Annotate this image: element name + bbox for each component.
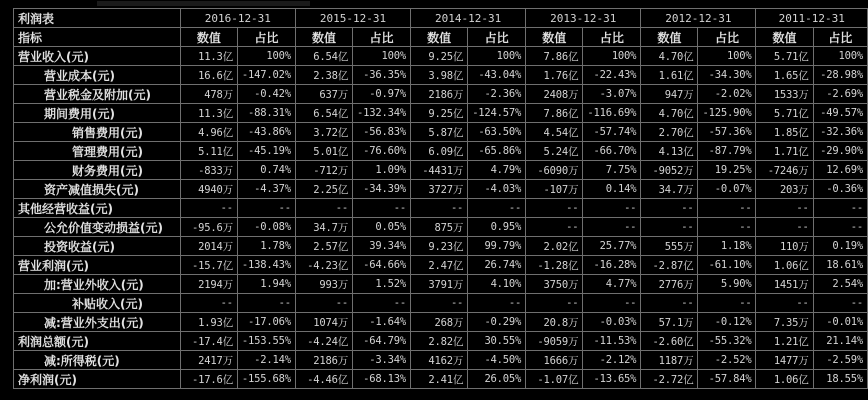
row-label: 加:营业外收入(元): [14, 275, 181, 294]
date-column-header: 2015-12-31: [295, 9, 410, 28]
ratio-cell: -2.12%: [583, 351, 641, 370]
value-cell: 2.82亿: [411, 332, 468, 351]
table-title-row: [14, 9, 868, 28]
value-cell: 20.8万: [526, 313, 583, 332]
value-cell: 4.13亿: [641, 142, 698, 161]
ratio-column-header: 占比: [237, 28, 295, 47]
ratio-cell: -43.04%: [468, 66, 526, 85]
ratio-cell: -57.74%: [583, 123, 641, 142]
value-cell: 268万: [411, 313, 468, 332]
indicator-header: 指标: [14, 28, 181, 47]
ratio-cell: 12.69%: [813, 161, 867, 180]
ratio-cell: -0.36%: [813, 180, 867, 199]
row-label: 其他经营收益(元): [14, 199, 181, 218]
table-container: [13, 8, 868, 389]
row-label: 营业利润(元): [14, 256, 181, 275]
value-cell: -1.28亿: [526, 256, 583, 275]
value-cell: -15.7亿: [180, 256, 237, 275]
table-row: [14, 123, 868, 142]
ratio-cell: -2.59%: [813, 351, 867, 370]
value-cell: 875万: [411, 218, 468, 237]
table-row: [14, 85, 868, 104]
value-cell: 1.76亿: [526, 66, 583, 85]
value-cell: -2.72亿: [641, 370, 698, 389]
ratio-cell: 100%: [237, 47, 295, 66]
table-row: [14, 218, 868, 237]
ratio-cell: -43.86%: [237, 123, 295, 142]
value-cell: 3727万: [411, 180, 468, 199]
value-cell: 2.25亿: [295, 180, 352, 199]
value-cell: --: [180, 294, 237, 313]
row-label: 净利润(元): [14, 370, 181, 389]
value-cell: 3.98亿: [411, 66, 468, 85]
value-cell: 9.25亿: [411, 104, 468, 123]
ratio-column-header: 占比: [468, 28, 526, 47]
value-cell: --: [526, 218, 583, 237]
ratio-cell: 25.77%: [583, 237, 641, 256]
ratio-cell: 19.25%: [698, 161, 756, 180]
ratio-cell: -32.36%: [813, 123, 867, 142]
ratio-cell: -0.01%: [813, 313, 867, 332]
table-row: [14, 294, 868, 313]
ratio-cell: -124.57%: [468, 104, 526, 123]
value-cell: --: [641, 294, 698, 313]
ratio-cell: 4.79%: [468, 161, 526, 180]
value-cell: 5.87亿: [411, 123, 468, 142]
value-cell: -712万: [295, 161, 352, 180]
ratio-cell: 0.19%: [813, 237, 867, 256]
ratio-cell: 1.52%: [353, 275, 411, 294]
value-cell: 4.96亿: [180, 123, 237, 142]
ratio-cell: 100%: [698, 47, 756, 66]
ratio-cell: -29.90%: [813, 142, 867, 161]
value-cell: 3.72亿: [295, 123, 352, 142]
value-cell: 1.65亿: [756, 66, 813, 85]
ratio-cell: -153.55%: [237, 332, 295, 351]
ratio-cell: -34.39%: [353, 180, 411, 199]
value-cell: 110万: [756, 237, 813, 256]
value-cell: -17.6亿: [180, 370, 237, 389]
value-cell: 9.25亿: [411, 47, 468, 66]
value-cell: 5.11亿: [180, 142, 237, 161]
ratio-cell: -45.19%: [237, 142, 295, 161]
value-cell: 637万: [295, 85, 352, 104]
ratio-column-header: 占比: [583, 28, 641, 47]
table-row: [14, 351, 868, 370]
table-row: [14, 104, 868, 123]
ratio-cell: -49.57%: [813, 104, 867, 123]
value-cell: 57.1万: [641, 313, 698, 332]
value-cell: 4162万: [411, 351, 468, 370]
ratio-cell: -3.34%: [353, 351, 411, 370]
row-label: 营业税金及附加(元): [14, 85, 181, 104]
table-row: [14, 370, 868, 389]
value-cell: --: [641, 199, 698, 218]
value-cell: 7.86亿: [526, 104, 583, 123]
date-column-header: 2012-12-31: [641, 9, 756, 28]
ratio-cell: -2.69%: [813, 85, 867, 104]
ratio-cell: 26.05%: [468, 370, 526, 389]
value-cell: --: [526, 199, 583, 218]
value-cell: 7.35万: [756, 313, 813, 332]
date-column-header: 2016-12-31: [180, 9, 295, 28]
value-cell: --: [295, 199, 352, 218]
value-cell: 2417万: [180, 351, 237, 370]
value-cell: 2.47亿: [411, 256, 468, 275]
ratio-cell: -22.43%: [583, 66, 641, 85]
ratio-cell: -0.12%: [698, 313, 756, 332]
ratio-cell: --: [468, 199, 526, 218]
ratio-cell: --: [583, 218, 641, 237]
ratio-cell: -116.69%: [583, 104, 641, 123]
ratio-column-header: 占比: [353, 28, 411, 47]
value-cell: 2408万: [526, 85, 583, 104]
table-title: 利润表: [14, 9, 181, 28]
ratio-cell: 1.94%: [237, 275, 295, 294]
ratio-cell: -56.83%: [353, 123, 411, 142]
value-cell: 9.23亿: [411, 237, 468, 256]
value-cell: 1451万: [756, 275, 813, 294]
ratio-cell: 1.09%: [353, 161, 411, 180]
ratio-cell: -63.50%: [468, 123, 526, 142]
value-cell: -2.60亿: [641, 332, 698, 351]
ratio-cell: -11.53%: [583, 332, 641, 351]
row-label: 公允价值变动损益(元): [14, 218, 181, 237]
row-label: 投资收益(元): [14, 237, 181, 256]
value-column-header: 数值: [295, 28, 352, 47]
ratio-cell: --: [583, 294, 641, 313]
value-cell: 4940万: [180, 180, 237, 199]
ratio-cell: 100%: [813, 47, 867, 66]
value-cell: 5.71亿: [756, 104, 813, 123]
value-cell: 16.6亿: [180, 66, 237, 85]
value-cell: -107万: [526, 180, 583, 199]
ratio-cell: 100%: [353, 47, 411, 66]
ratio-cell: --: [353, 199, 411, 218]
value-cell: 6.54亿: [295, 104, 352, 123]
ratio-cell: -66.70%: [583, 142, 641, 161]
table-row: [14, 199, 868, 218]
ratio-cell: -64.66%: [353, 256, 411, 275]
ratio-cell: -3.07%: [583, 85, 641, 104]
value-cell: 1.21亿: [756, 332, 813, 351]
date-column-header: 2013-12-31: [526, 9, 641, 28]
value-cell: 4.70亿: [641, 104, 698, 123]
value-cell: 2186万: [295, 351, 352, 370]
ratio-cell: 99.79%: [468, 237, 526, 256]
ratio-cell: -55.32%: [698, 332, 756, 351]
value-column-header: 数值: [641, 28, 698, 47]
ratio-cell: -0.97%: [353, 85, 411, 104]
ratio-column-header: 占比: [813, 28, 867, 47]
table-row: [14, 256, 868, 275]
table-row: [14, 332, 868, 351]
ratio-cell: 0.74%: [237, 161, 295, 180]
ratio-cell: -87.79%: [698, 142, 756, 161]
ratio-cell: --: [813, 218, 867, 237]
value-cell: 3750万: [526, 275, 583, 294]
ratio-cell: -2.02%: [698, 85, 756, 104]
date-column-header: 2011-12-31: [756, 9, 868, 28]
value-cell: 1.06亿: [756, 256, 813, 275]
table-row: [14, 237, 868, 256]
value-cell: 5.24亿: [526, 142, 583, 161]
value-cell: 11.3亿: [180, 104, 237, 123]
value-cell: 1.61亿: [641, 66, 698, 85]
ratio-cell: -36.35%: [353, 66, 411, 85]
ratio-cell: 100%: [583, 47, 641, 66]
ratio-cell: 18.61%: [813, 256, 867, 275]
value-cell: --: [411, 199, 468, 218]
ratio-cell: -0.42%: [237, 85, 295, 104]
value-cell: 5.71亿: [756, 47, 813, 66]
value-cell: --: [641, 218, 698, 237]
value-cell: -4.24亿: [295, 332, 352, 351]
value-cell: 1.71亿: [756, 142, 813, 161]
top-edge-artifact: [97, 1, 310, 6]
value-cell: -6090万: [526, 161, 583, 180]
value-cell: --: [756, 294, 813, 313]
value-cell: --: [756, 218, 813, 237]
value-cell: 1666万: [526, 351, 583, 370]
table-row: [14, 313, 868, 332]
ratio-cell: --: [698, 294, 756, 313]
ratio-cell: -4.03%: [468, 180, 526, 199]
value-cell: 1074万: [295, 313, 352, 332]
row-label: 营业收入(元): [14, 47, 181, 66]
value-column-header: 数值: [411, 28, 468, 47]
ratio-cell: -138.43%: [237, 256, 295, 275]
ratio-cell: -88.31%: [237, 104, 295, 123]
value-column-header: 数值: [180, 28, 237, 47]
ratio-cell: -57.36%: [698, 123, 756, 142]
row-label: 资产减值损失(元): [14, 180, 181, 199]
ratio-cell: -16.28%: [583, 256, 641, 275]
row-label: 管理费用(元): [14, 142, 181, 161]
ratio-cell: --: [237, 294, 295, 313]
value-cell: 2194万: [180, 275, 237, 294]
value-cell: -4.46亿: [295, 370, 352, 389]
ratio-column-header: 占比: [698, 28, 756, 47]
ratio-cell: --: [353, 294, 411, 313]
table-row: [14, 66, 868, 85]
value-cell: 2014万: [180, 237, 237, 256]
row-label: 利润总额(元): [14, 332, 181, 351]
value-cell: 993万: [295, 275, 352, 294]
ratio-cell: 0.95%: [468, 218, 526, 237]
ratio-cell: -34.30%: [698, 66, 756, 85]
value-cell: 203万: [756, 180, 813, 199]
value-cell: 5.01亿: [295, 142, 352, 161]
row-label: 期间费用(元): [14, 104, 181, 123]
value-cell: 6.54亿: [295, 47, 352, 66]
value-cell: 2.38亿: [295, 66, 352, 85]
ratio-cell: -57.84%: [698, 370, 756, 389]
value-cell: 1.93亿: [180, 313, 237, 332]
value-cell: -2.87亿: [641, 256, 698, 275]
table-subheader-row: [14, 28, 868, 47]
value-cell: --: [411, 294, 468, 313]
value-cell: -833万: [180, 161, 237, 180]
table-row: [14, 275, 868, 294]
ratio-cell: 4.77%: [583, 275, 641, 294]
ratio-cell: -147.02%: [237, 66, 295, 85]
ratio-cell: -0.08%: [237, 218, 295, 237]
row-label: 营业成本(元): [14, 66, 181, 85]
ratio-cell: --: [698, 218, 756, 237]
ratio-cell: --: [813, 199, 867, 218]
value-cell: 1533万: [756, 85, 813, 104]
value-cell: --: [295, 294, 352, 313]
ratio-cell: -0.29%: [468, 313, 526, 332]
ratio-cell: -76.60%: [353, 142, 411, 161]
ratio-cell: -155.68%: [237, 370, 295, 389]
ratio-cell: -17.06%: [237, 313, 295, 332]
value-cell: 11.3亿: [180, 47, 237, 66]
value-cell: 2186万: [411, 85, 468, 104]
ratio-cell: -4.37%: [237, 180, 295, 199]
ratio-cell: -125.90%: [698, 104, 756, 123]
date-column-header: 2014-12-31: [411, 9, 526, 28]
value-cell: 2.70亿: [641, 123, 698, 142]
ratio-cell: --: [698, 199, 756, 218]
value-cell: 4.70亿: [641, 47, 698, 66]
value-cell: 2.57亿: [295, 237, 352, 256]
ratio-cell: -2.14%: [237, 351, 295, 370]
ratio-cell: -13.65%: [583, 370, 641, 389]
ratio-cell: -64.79%: [353, 332, 411, 351]
value-column-header: 数值: [526, 28, 583, 47]
value-cell: 555万: [641, 237, 698, 256]
ratio-cell: --: [813, 294, 867, 313]
value-cell: 2.41亿: [411, 370, 468, 389]
ratio-cell: -2.36%: [468, 85, 526, 104]
ratio-cell: 0.05%: [353, 218, 411, 237]
ratio-cell: -61.10%: [698, 256, 756, 275]
value-cell: 1187万: [641, 351, 698, 370]
value-cell: 34.7万: [641, 180, 698, 199]
ratio-cell: -68.13%: [353, 370, 411, 389]
value-cell: -7246万: [756, 161, 813, 180]
value-cell: 2776万: [641, 275, 698, 294]
ratio-cell: 100%: [468, 47, 526, 66]
value-cell: 6.09亿: [411, 142, 468, 161]
value-cell: -4431万: [411, 161, 468, 180]
ratio-cell: 0.14%: [583, 180, 641, 199]
value-cell: 3791万: [411, 275, 468, 294]
row-label: 财务费用(元): [14, 161, 181, 180]
ratio-cell: 18.55%: [813, 370, 867, 389]
value-cell: -1.07亿: [526, 370, 583, 389]
value-cell: -4.23亿: [295, 256, 352, 275]
value-cell: -95.6万: [180, 218, 237, 237]
value-cell: -17.4亿: [180, 332, 237, 351]
ratio-cell: -4.50%: [468, 351, 526, 370]
row-label: 销售费用(元): [14, 123, 181, 142]
value-cell: -9052万: [641, 161, 698, 180]
value-cell: 1.06亿: [756, 370, 813, 389]
table-row: [14, 142, 868, 161]
ratio-cell: 30.55%: [468, 332, 526, 351]
ratio-cell: -0.07%: [698, 180, 756, 199]
value-cell: --: [526, 294, 583, 313]
value-cell: 1477万: [756, 351, 813, 370]
value-cell: 34.7万: [295, 218, 352, 237]
ratio-cell: 7.75%: [583, 161, 641, 180]
value-cell: 478万: [180, 85, 237, 104]
ratio-cell: 2.54%: [813, 275, 867, 294]
income-statement-table: [13, 8, 868, 389]
ratio-cell: -0.03%: [583, 313, 641, 332]
ratio-cell: -132.34%: [353, 104, 411, 123]
value-cell: 4.54亿: [526, 123, 583, 142]
value-cell: 2.02亿: [526, 237, 583, 256]
table-row: [14, 161, 868, 180]
ratio-cell: 4.10%: [468, 275, 526, 294]
row-label: 补贴收入(元): [14, 294, 181, 313]
value-cell: -9059万: [526, 332, 583, 351]
table-row: [14, 180, 868, 199]
ratio-cell: 5.90%: [698, 275, 756, 294]
ratio-cell: 39.34%: [353, 237, 411, 256]
value-cell: --: [180, 199, 237, 218]
ratio-cell: 21.14%: [813, 332, 867, 351]
ratio-cell: 1.18%: [698, 237, 756, 256]
ratio-cell: --: [468, 294, 526, 313]
ratio-cell: --: [237, 199, 295, 218]
value-cell: 1.85亿: [756, 123, 813, 142]
ratio-cell: -65.86%: [468, 142, 526, 161]
ratio-cell: -28.98%: [813, 66, 867, 85]
ratio-cell: 1.78%: [237, 237, 295, 256]
row-label: 减:所得税(元): [14, 351, 181, 370]
table-row: [14, 47, 868, 66]
value-column-header: 数值: [756, 28, 813, 47]
ratio-cell: 26.74%: [468, 256, 526, 275]
value-cell: 7.86亿: [526, 47, 583, 66]
row-label: 减:营业外支出(元): [14, 313, 181, 332]
ratio-cell: --: [583, 199, 641, 218]
ratio-cell: -2.52%: [698, 351, 756, 370]
value-cell: --: [756, 199, 813, 218]
value-cell: 947万: [641, 85, 698, 104]
ratio-cell: -1.64%: [353, 313, 411, 332]
